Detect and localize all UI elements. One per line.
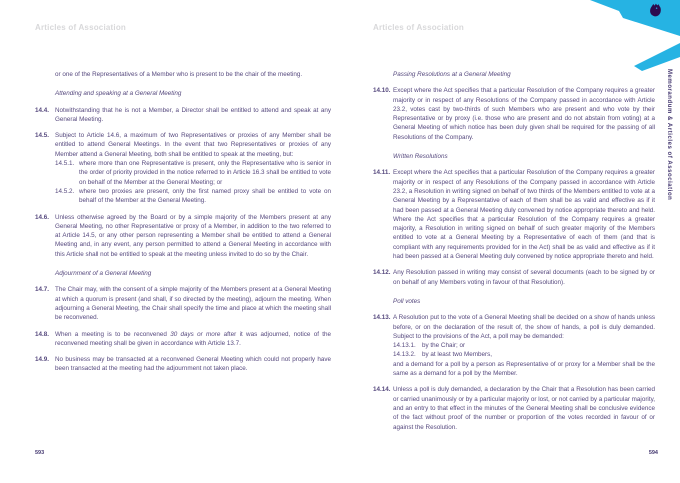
clause-row [373, 168, 655, 261]
clause-row [35, 131, 331, 159]
clause-number: 14.5.1. [55, 160, 75, 168]
clause-number: 14.12. [373, 269, 391, 277]
page-header-right: Articles of Association [373, 23, 464, 32]
clause-row [35, 106, 331, 125]
clause-number: 14.5.2. [55, 187, 75, 195]
clause-number: 14.5. [35, 132, 50, 140]
clause-row [35, 330, 331, 349]
clause-text-segment: When a meeting is to be reconvened [55, 330, 171, 338]
clause-text: Except where the Act specifies that a particular Resolution of the Company requires a greater majority or in respect of any Resolutions of the Company passed in accordance with Article 23.2, votes cast by two-thirds of such Members who are present and who vote by their Representative or by proxy (i.e. those who are present and do not abstain from voting) at a General Meeting of which notice has been duly given shall be required for the passing of all Resolutions of the Company. [393, 87, 655, 141]
page-number-right: 594 [648, 450, 658, 456]
section-heading: Written Resolutions [393, 153, 448, 161]
section-heading: Attending and speaking at a General Meeting [55, 90, 182, 98]
section-heading: Poll votes [393, 297, 421, 305]
clause-text: where two proxies are present, only the first named proxy shall be entitled to vote on behalf of the Member at the General Meeting. [79, 187, 331, 205]
page-right-content [373, 70, 655, 439]
clause-text: Except where the Act specifies that a particular Resolution of the Company requires a greater majority or in respect of any Resolutions of the Company passed in accordance with Article 23.2, a Resolution in writing signed on behalf of two thirds of the Members entitled to vote at a General Meeting by a Representative of each of them shall be as valid and effective as if it had been passed at a General Meeting duly convened by notice appropriate thereto and held. Where the Act specifies that a particular Resolution of the Company requires a greater majority, a Resolution in writing signed on behalf of such greater majority of the Members entitled to vote at a General Meeting by a Representative of each of them (and that is compliant with any requirements provided for in the Act) shall be as valid and effective as if it had been passed at a General Meeting duly convened by notice appropriate thereto and held. [393, 169, 655, 261]
clause-text-italic-segment: 30 days or more [170, 330, 221, 338]
clause-row [373, 86, 655, 142]
clause-number: 14.13.1. [393, 342, 416, 350]
clause-text [55, 330, 331, 349]
section-heading: Adjournment of a General Meeting [55, 270, 152, 278]
clause-number: 14.13. [373, 314, 391, 322]
clause-number: 14.14. [373, 386, 391, 394]
clause-number: 14.13.2. [393, 351, 416, 359]
section-side-tab: Memorandum & Articles of Association [666, 69, 672, 201]
subclause-row [55, 187, 331, 206]
clause-row [35, 355, 331, 374]
clause-row [35, 285, 331, 322]
clause-continuation-paragraph: or one of the Representatives of a Member who is present to be the chair of the meeting. [55, 71, 303, 78]
page-left-content [35, 70, 331, 381]
corner-accent-band-top [590, 0, 680, 36]
clause-text-segment: after it was adjourned, notice of the reconvened meeting shall be given in accordance with Article 13.7. [55, 330, 332, 347]
clause-text: where more than one Representative is present, only the Representative who is senior in the order of priority provided in the notice referred to in Article 16.3 shall be entitled to vote on behalf of the Member at the General Meeting; or [79, 160, 331, 186]
clause-number: 14.7. [35, 286, 50, 294]
clause-row [373, 268, 655, 287]
corner-accent-graphic [585, 0, 680, 75]
clause-number: 14.4. [35, 106, 50, 114]
subclause-continuation-paragraph: and a demand for a poll by a person as Representative of or proxy for a Member shall be the same as a demand for a poll by the Member. [393, 360, 655, 378]
clause-number: 14.11. [373, 169, 391, 177]
clause-row [373, 385, 655, 431]
clause-text: by at least two Members, [422, 351, 492, 359]
clause-number: 14.8. [35, 330, 50, 338]
page-number-left: 593 [35, 450, 45, 456]
page-header-left: Articles of Association [35, 23, 126, 32]
clause-text: Subject to Article 14.6, a maximum of two Representatives or proxies of any Member shall be entitled to attend General Meetings. In the event that two Representatives or proxies of any Member attend a General Meeting, both shall be entitled to speak at the meeting, but: [55, 132, 331, 158]
clause-text: A Resolution put to the vote of a General Meeting shall be decided on a show of hands unless before, or on the declaration of the result of, the show of hands, a poll is duly demanded. Subject to the provisions of the Act, a poll may be demanded: [393, 314, 655, 340]
section-heading: Passing Resolutions at a General Meeting [393, 71, 511, 78]
clause-text: Unless a poll is duly demanded, a declaration by the Chair that a Resolution has been carried or carried unanimously or by a particular majority or lost, or not carried by a particular majority, and an entry to that effect in the minutes of the General Meeting shall be conclusive evidence of the fact without proof of the number or proportion of the votes recorded in favour of or against the Resolution. [393, 386, 656, 431]
clause-number: 14.6. [35, 213, 50, 221]
clause-text: by the Chair; or [422, 342, 466, 350]
clause-row [35, 213, 331, 259]
clause-text: Notwithstanding that he is not a Member, a Director shall be entitled to attend and speak at any General Meeting. [55, 106, 331, 123]
subclause-row [393, 341, 655, 350]
clause-text: The Chair may, with the consent of a simple majority of the Members present at a General Meeting at which a quorum is present (and shall, if so directed by the meeting), adjourn the meeting. When adjourning a General Meeting, the Chair shall specify the time and place at which the meeting shall be reconvened. [55, 286, 331, 322]
clause-number: 14.10. [373, 87, 391, 95]
clause-text: Any Resolution passed in writing may consist of several documents (each to be signed by or on behalf of any Members voting in favour of that Resolution). [393, 269, 655, 286]
corner-accent-band-bottom [634, 43, 680, 71]
clause-text: Unless otherwise agreed by the Board or by a simple majority of the Members present at any General Meeting, no other Representative or proxy of a Member, in addition to the two referred to at Article 14.5, or any other person representing a Member shall be entitled to attend a General Meeting and, in any event, any person permitted to attend a General Meeting in accordance with this Article shall not be entitled to speak at the meeting unless invited to do so by the Chair. [55, 213, 331, 258]
subclause-row [393, 350, 655, 359]
clause-number: 14.9. [35, 356, 50, 364]
subclause-row [55, 159, 331, 187]
clause-text: No business may be transacted at a reconvened General Meeting which could not properly have been transacted at the meeting had the adjournment not taken place. [55, 356, 331, 373]
clause-row [373, 313, 655, 341]
